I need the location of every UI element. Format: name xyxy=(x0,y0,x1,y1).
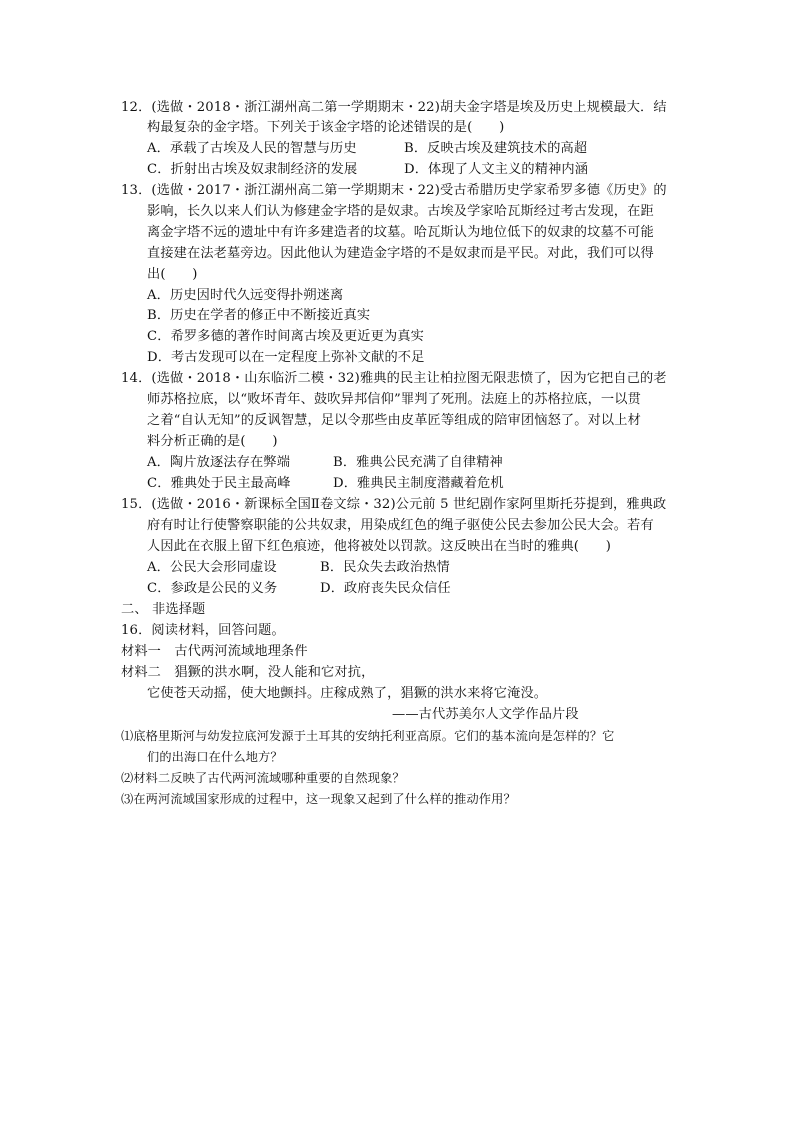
q13-stem-line5: 出( ) xyxy=(147,267,198,282)
q14-stem-line4: 料分析正确的是( ) xyxy=(147,434,278,449)
q13-stem-line3: 离金字塔不远的遗址中有许多建造者的坟墓。哈瓦斯认为地位低下的奴隶的坟墓不可能 xyxy=(147,225,654,240)
q14-option-b: B．雅典公民充满了自律精神 xyxy=(333,455,503,470)
section-heading: 二、 非选择题 xyxy=(121,602,206,617)
q16-material-2-line1: 材料二 猖獗的洪水啊，没人能和它对抗， xyxy=(121,665,375,680)
q13-option-a: A．历史因时代久远变得扑朔迷离 xyxy=(147,288,344,303)
q12-option-c: C．折射出古埃及奴隶制经济的发展 xyxy=(147,162,358,177)
q14-option-a: A．陶片放逐法存在弊端 xyxy=(147,455,291,470)
q16-subquestion-1-line1: ⑴底格里斯河与幼发拉底河发源于土耳其的安纳托利亚高原。它们的基本流向是怎样的？它 xyxy=(121,729,615,743)
q13-option-d: D．考古发现可以在一定程度上弥补文献的不足 xyxy=(147,350,425,365)
q14-stem-line3: 之着“自认无知”的反讽智慧，足以令那些由皮革匠等组成的陪审团恼怒了。对以上材 xyxy=(147,413,641,428)
q16-subquestion-1-line2: 们的出海口在什么地方？ xyxy=(147,750,283,764)
q16-subquestion-3: ⑶在两河流域国家形成的过程中，这一现象又起到了什么样的推动作用？ xyxy=(121,792,516,806)
q12-option-b: B．反映古埃及建筑技术的高超 xyxy=(404,141,588,156)
q13-stem-line2: 影响，长久以来人们认为修建金字塔的是奴隶。古埃及学家哈瓦斯经过考古发现，在距 xyxy=(147,204,654,219)
q14-option-c: C．雅典处于民主最高峰 xyxy=(147,476,291,491)
q15-stem-line3: 人因此在衣服上留下红色痕迹，他将被处以罚款。这反映出在当时的雅典( ) xyxy=(147,539,612,554)
q13-option-b: B．历史在学者的修正中不断接近真实 xyxy=(147,308,371,323)
q16-material-1: 材料一 古代两河流域地理条件 xyxy=(121,644,308,659)
q12-stem-line2: 构最复杂的金字塔。下列关于该金字塔的论述错误的是( ) xyxy=(147,120,505,135)
q15-stem-line1: 15．(选做・2016・新课标全国Ⅱ卷文综・32)公元前 5 世纪剧作家阿里斯托芬提到，雅典政 xyxy=(121,497,667,512)
q12-option-d: D．体现了人文主义的精神内涵 xyxy=(404,162,589,177)
q13-option-c: C．希罗多德的著作时间离古埃及更近更为真实 xyxy=(147,329,424,344)
q16-material-2-line2: 它使苍天动摇，使大地颤抖。庄稼成熟了，猖獗的洪水来将它淹没。 xyxy=(147,686,548,701)
q15-stem-line2: 府有时让行使警察职能的公共奴隶，用染成红色的绳子驱使公民去参加公民大会。若有 xyxy=(147,518,654,533)
q16-subquestion-2: ⑵材料二反映了古代两河流域哪种重要的自然现象？ xyxy=(121,771,405,785)
q14-stem-line1: 14．(选做・2018・山东临沂二模・32)雅典的民主让柏拉图无限悲愤了，因为它把自己的老 xyxy=(121,371,667,386)
q16-stem: 16．阅读材料，回答问题。 xyxy=(121,623,285,638)
q16-material-source: ——古代苏美尔人文学作品片段 xyxy=(392,707,579,722)
q15-option-a: A．公民大会形同虚设 xyxy=(147,560,277,575)
q15-option-b: B．民众失去政治热情 xyxy=(320,560,450,575)
q12-stem-line1: 12．(选做・2018・浙江湖州高二第一学期期末・22)胡夫金字塔是埃及历史上规模最大．结 xyxy=(121,100,667,115)
q15-option-d: D．政府丧失民众信任 xyxy=(320,581,451,596)
q14-stem-line2: 师苏格拉底，以“败坏青年、鼓吹异邦信仰”罪判了死刑。法庭上的苏格拉底，一以贯 xyxy=(147,392,641,407)
q12-option-a: A．承载了古埃及人民的智慧与历史 xyxy=(147,141,357,156)
q13-stem-line4: 直接建在法老墓旁边。因此他认为建造金字塔的不是奴隶而是平民。对此，我们可以得 xyxy=(147,246,654,261)
q13-stem-line1: 13．(选做・2017・浙江湖州高二第一学期期末・22)受古希腊历史学家希罗多德《历史》的 xyxy=(121,183,667,198)
q15-option-c: C．参政是公民的义务 xyxy=(147,581,278,596)
q14-option-d: D．雅典民主制度潜藏着危机 xyxy=(333,476,504,491)
